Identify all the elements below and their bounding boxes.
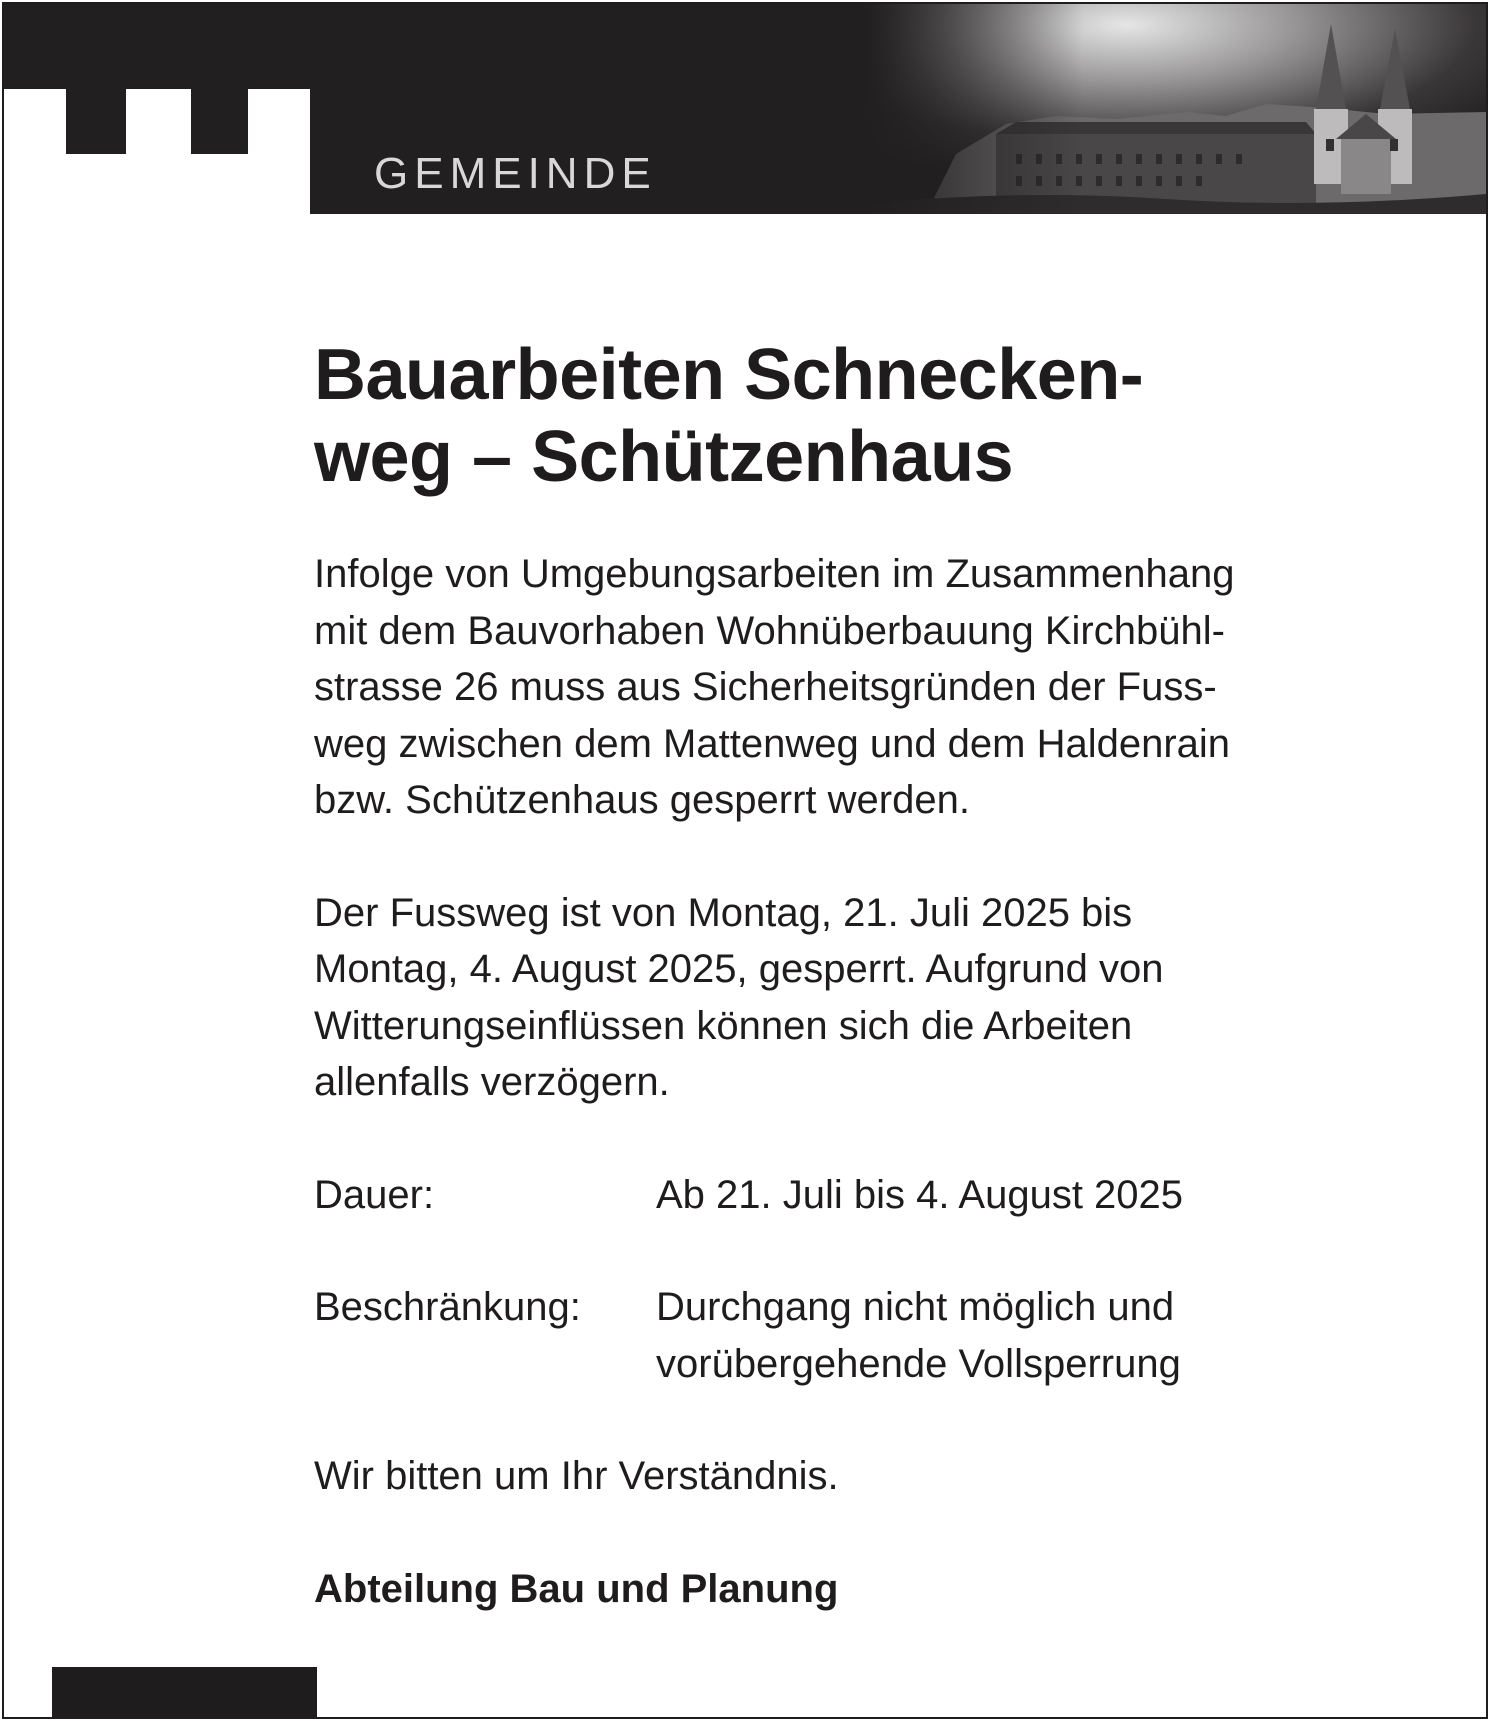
closing-text: Wir bitten um Ihr Verständnis. xyxy=(314,1454,839,1498)
text-line: Infolge von Umgebungsarbeiten im Zusammenhang xyxy=(314,552,1235,596)
footer-bar xyxy=(52,1667,317,1717)
text-line: allenfalls verzögern. xyxy=(314,1060,670,1104)
text-line: Der Fussweg ist von Montag, 21. Juli 2025 bis xyxy=(314,890,1133,935)
signature: Abteilung Bau und Planung xyxy=(314,1566,839,1611)
notice-content xyxy=(314,334,1474,1617)
notice-title xyxy=(314,334,1474,498)
crenel-left xyxy=(4,89,66,154)
notice-frame xyxy=(2,2,1488,1719)
text-line: strasse 26 muss aus Sicherheitsgründen der Fuss- xyxy=(314,665,1217,709)
title-line: Bauarbeiten Schnecken- xyxy=(314,335,1144,415)
merlon-2 xyxy=(191,89,248,154)
paragraph-schedule xyxy=(314,885,1474,1111)
text-line: vorübergehende Vollsperrung xyxy=(656,1341,1181,1386)
restriction-value xyxy=(656,1279,1181,1392)
text-line: Montag, 4. August 2025, gesperrt. Aufgrund von xyxy=(314,947,1164,991)
title-line: weg – Schützenhaus xyxy=(314,417,1014,497)
restriction-label: Beschränkung: xyxy=(314,1285,581,1329)
header-banner xyxy=(4,4,1486,214)
restriction-row xyxy=(314,1279,1474,1392)
logo-text: GEMEINDE xyxy=(374,149,657,198)
text-line: Witterungseinflüssen können sich die Arbeiten xyxy=(314,1003,1133,1048)
paragraph-intro xyxy=(314,546,1474,829)
duration-value: Ab 21. Juli bis 4. August 2025 xyxy=(656,1172,1184,1217)
text-line: bzw. Schützenhaus gesperrt werden. xyxy=(314,778,970,822)
merlon-1 xyxy=(66,89,126,154)
church-skyline-image xyxy=(866,4,1486,214)
text-line: weg zwischen dem Mattenweg und dem Haldenrain xyxy=(314,721,1231,766)
duration-row xyxy=(314,1167,1474,1224)
crenel-middle xyxy=(126,89,191,154)
duration-label: Dauer: xyxy=(314,1172,435,1217)
text-line: Durchgang nicht möglich und xyxy=(656,1285,1175,1329)
text-line: mit dem Bauvorhaben Wohnüberbauung Kirchbühl- xyxy=(314,608,1225,653)
crenel-right xyxy=(248,89,310,154)
